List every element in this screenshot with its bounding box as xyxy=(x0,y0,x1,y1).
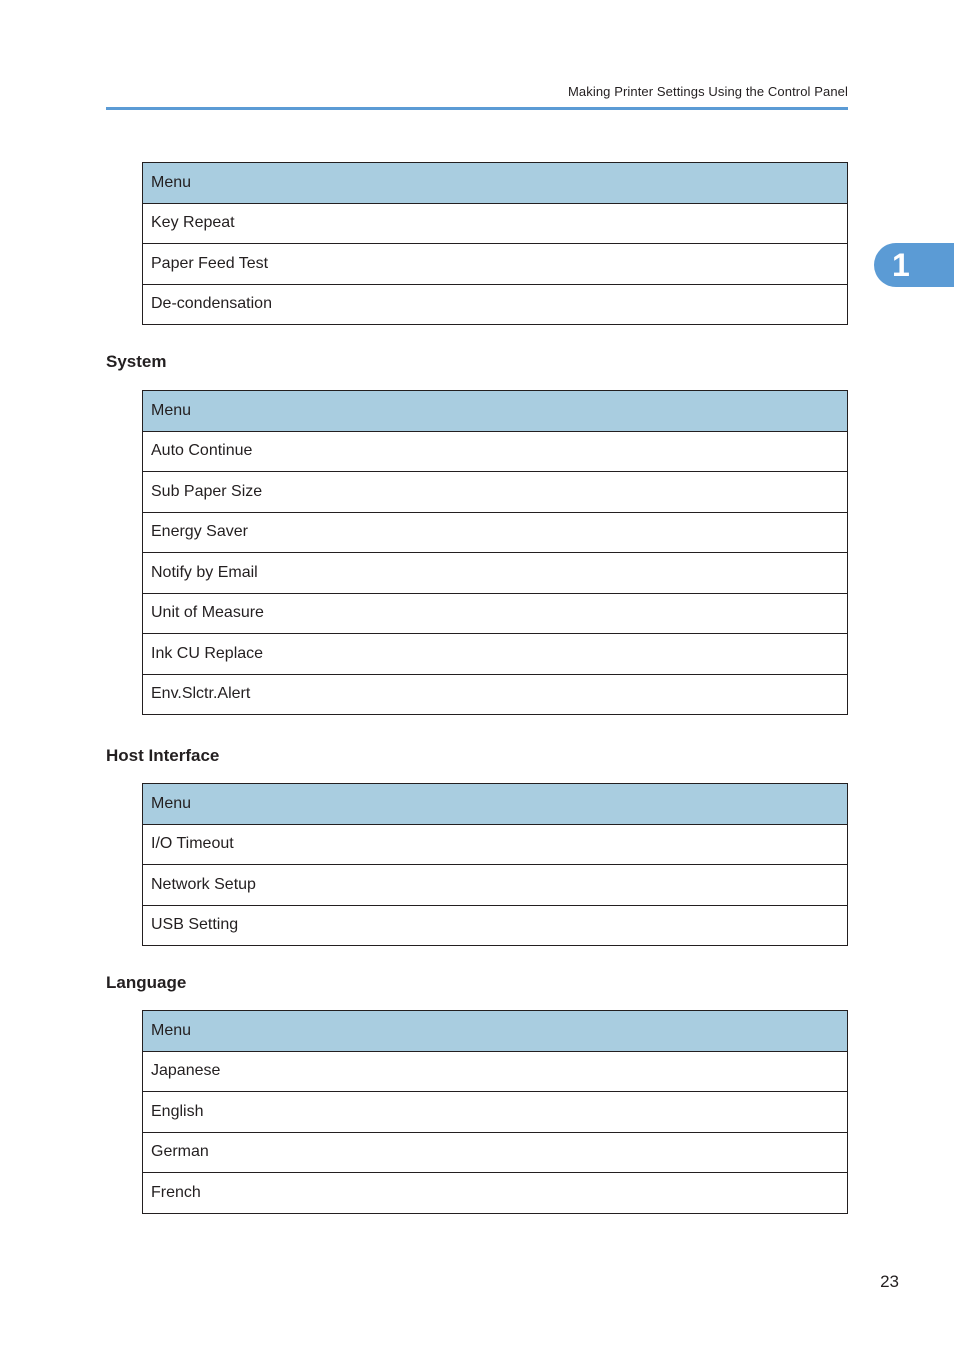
table-cell: Unit of Measure xyxy=(143,593,848,634)
table-row xyxy=(143,634,848,675)
table-row xyxy=(143,1092,848,1133)
menu-table-language xyxy=(142,1010,848,1214)
table-header-cell: Menu xyxy=(143,1011,848,1052)
table-row xyxy=(143,553,848,594)
table-row xyxy=(143,593,848,634)
table-cell: Energy Saver xyxy=(143,512,848,553)
table-cell: USB Setting xyxy=(143,905,848,946)
table-row xyxy=(143,512,848,553)
chapter-tab: 1 xyxy=(874,243,954,287)
table-cell: German xyxy=(143,1132,848,1173)
table-row xyxy=(143,1173,848,1214)
page-number: 23 xyxy=(880,1272,899,1291)
table-header-cell: Menu xyxy=(143,163,848,204)
table-cell: I/O Timeout xyxy=(143,824,848,865)
table-row xyxy=(143,905,848,946)
table-row xyxy=(143,203,848,244)
table-cell: English xyxy=(143,1092,848,1133)
section-heading-language: Language xyxy=(106,973,187,992)
table-row xyxy=(143,284,848,325)
table-header-row xyxy=(143,391,848,432)
menu-table-continued xyxy=(142,162,848,325)
header-rule xyxy=(106,107,848,110)
section-heading-system: System xyxy=(106,352,167,371)
table-cell: Japanese xyxy=(143,1051,848,1092)
section-heading-host-interface: Host Interface xyxy=(106,746,220,765)
table-cell: Env.Slctr.Alert xyxy=(143,674,848,715)
table-row xyxy=(143,674,848,715)
table-header-cell: Menu xyxy=(143,784,848,825)
table-row xyxy=(143,472,848,513)
table-cell: Key Repeat xyxy=(143,203,848,244)
menu-table-host-interface xyxy=(142,783,848,946)
table-row xyxy=(143,244,848,285)
table-header-cell: Menu xyxy=(143,391,848,432)
table-cell: Sub Paper Size xyxy=(143,472,848,513)
table-header-row xyxy=(143,784,848,825)
running-header: Making Printer Settings Using the Control Panel xyxy=(567,84,848,99)
menu-table-system xyxy=(142,390,848,715)
table-cell: Auto Continue xyxy=(143,431,848,472)
table-header-row xyxy=(143,1011,848,1052)
table-row xyxy=(143,824,848,865)
table-row xyxy=(143,1132,848,1173)
table-row xyxy=(143,1051,848,1092)
table-cell: De-condensation xyxy=(143,284,848,325)
table-cell: Paper Feed Test xyxy=(143,244,848,285)
table-cell: Ink CU Replace xyxy=(143,634,848,675)
table-cell: Network Setup xyxy=(143,865,848,906)
table-header-row xyxy=(143,163,848,204)
table-cell: French xyxy=(143,1173,848,1214)
table-cell: Notify by Email xyxy=(143,553,848,594)
table-row xyxy=(143,431,848,472)
table-row xyxy=(143,865,848,906)
